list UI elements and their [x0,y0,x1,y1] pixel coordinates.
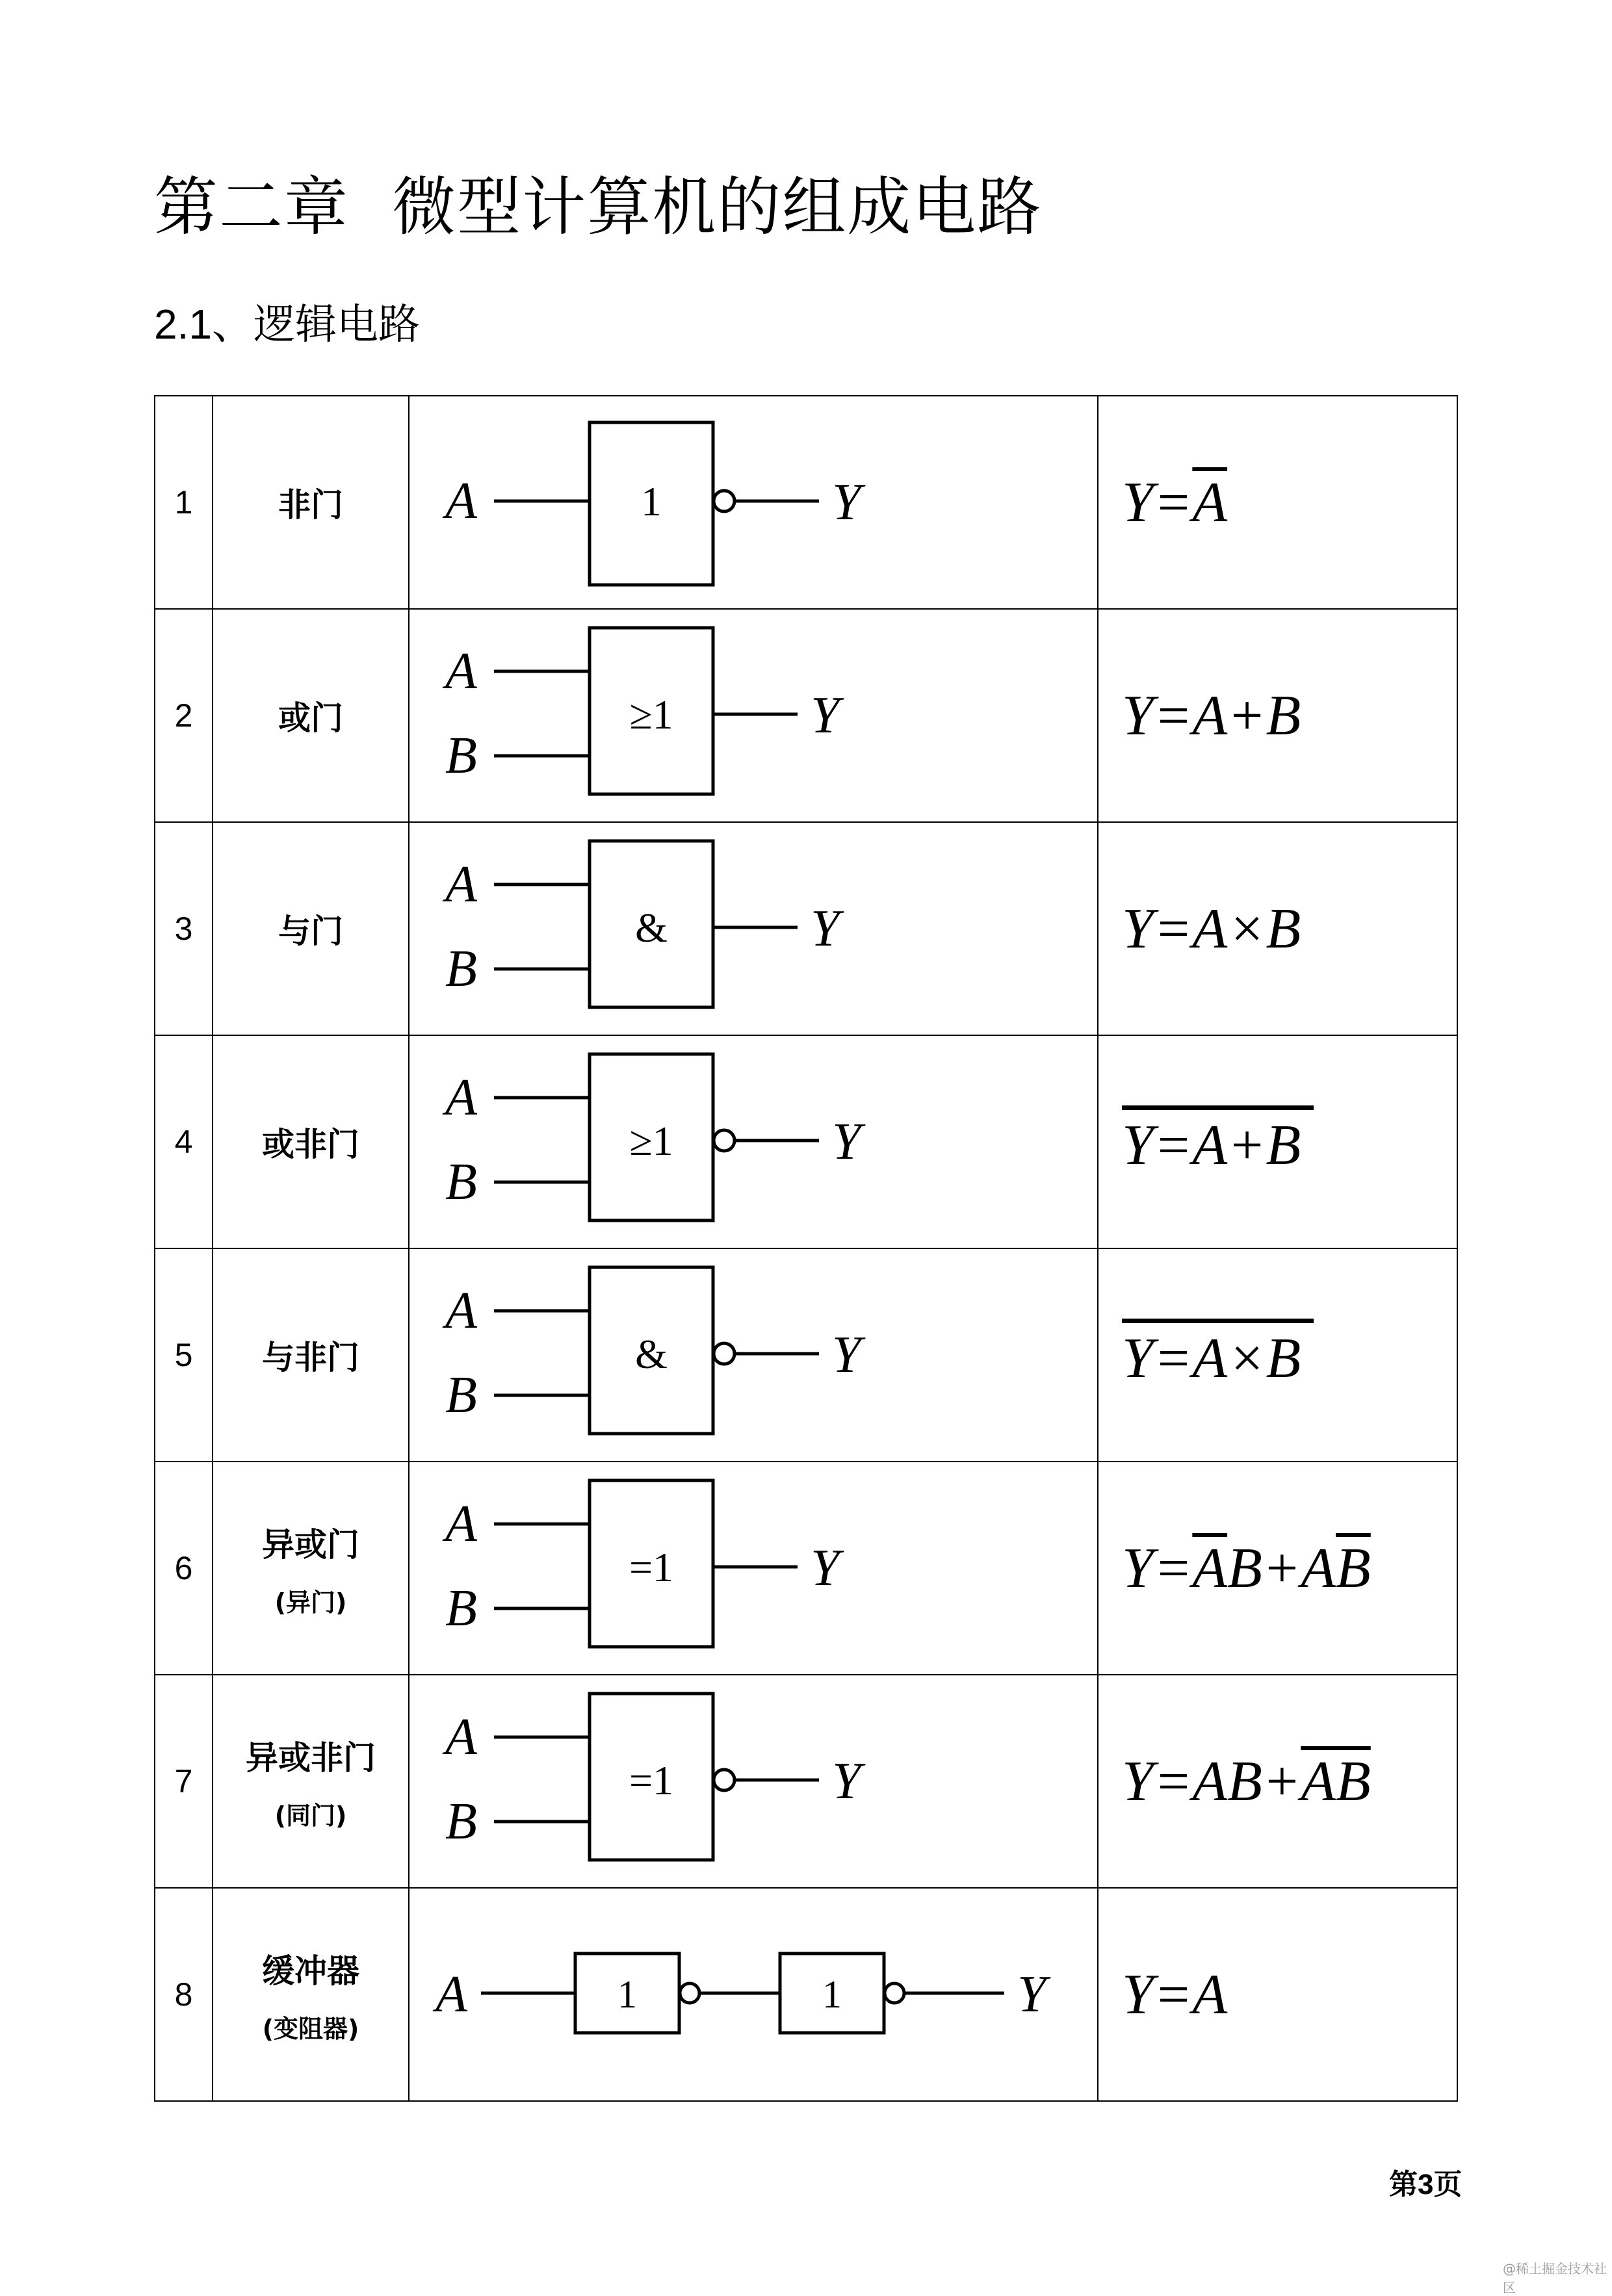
output-label: Y [832,1326,861,1384]
boolean-expression-cell [1098,1248,1457,1462]
input-label: A [445,472,477,530]
gate-symbol-diagram [410,823,1097,1032]
gate-diagram-cell [409,1888,1098,2101]
input-label: A [445,1709,477,1766]
negated-term: $\overline{A}$ [1192,1536,1228,1600]
row-number: 8 [155,1888,213,2101]
output-label: Y [811,900,840,957]
inverter-bubble [714,1343,734,1364]
gate-name: 异或非门 [246,1738,376,1777]
expression-term: Y= [1122,1536,1193,1600]
gate-name: 缓冲器 [262,1952,359,1990]
inverter-bubble [714,491,734,511]
input-label: A [445,1495,477,1553]
row-number: 3 [155,822,213,1035]
input-label: B [445,1580,477,1637]
input-label: A [445,1069,477,1126]
gate-symbol: 1 [618,1973,637,2016]
table-row [155,609,1457,822]
input-label: A [436,1966,467,2023]
boolean-expression [1122,1105,1314,1178]
row-number: 6 [155,1462,213,1675]
row-number: 4 [155,1035,213,1248]
input-label: B [445,940,477,998]
gate-name: 异或门 [262,1525,359,1564]
gate-name-cell [213,1675,409,1888]
input-label: B [445,1367,477,1424]
gate-symbol-diagram [410,1889,1097,2098]
input-label: B [445,1154,477,1211]
boolean-expression [1122,471,1227,534]
gate-diagram-cell [409,1675,1098,1888]
table-row [155,1248,1457,1462]
row-number: 5 [155,1248,213,1462]
gate-symbol-diagram [410,610,1097,819]
gate-alt-name: (异门) [274,1588,347,1617]
gate-symbol: ≥1 [629,1118,673,1164]
chapter-title: 第二章 微型计算机的组成电路 [154,170,1043,244]
gate-name-cell [213,609,409,822]
gate-symbol: ≥1 [629,691,673,738]
watermark: @稀土掘金技术社区 [1503,2261,1607,2295]
gate-alt-name: (变阻器) [262,2014,359,2043]
page-number: 第3页 [1389,2169,1462,2200]
gate-symbol: & [635,905,668,951]
input-label: B [445,727,477,784]
gate-symbol: 1 [641,478,662,524]
gate-name-cell [213,1888,409,2101]
input-label: B [445,1793,477,1850]
expression-term: Y=A×B [1122,897,1301,961]
table-row [155,1675,1457,1888]
inverter-bubble [885,1983,904,2003]
boolean-expression [1122,897,1301,961]
gate-name: 与非门 [262,1339,359,1376]
gate-symbol-diagram [410,1036,1097,1245]
logic-gate-table [154,395,1458,2102]
row-number: 7 [155,1675,213,1888]
gate-diagram-cell [409,822,1098,1035]
gate-symbol: 1 [822,1973,842,2016]
boolean-expression [1122,1537,1371,1600]
expression-term: B+A [1227,1536,1336,1600]
expression-term: Y=A [1122,1963,1228,2026]
expression-term: Y= [1122,471,1193,534]
negated-term: $\overline{A}$ [1192,471,1228,534]
gate-symbol-diagram [410,1249,1097,1458]
gate-name-cell [213,1462,409,1675]
boolean-expression [1122,1963,1227,2026]
boolean-expression-cell [1098,822,1457,1035]
table-row [155,396,1457,609]
gate-diagram-cell [409,1248,1098,1462]
output-label: Y [832,1753,861,1810]
output-label: Y [832,1113,861,1170]
inverter-bubble [680,1983,699,2003]
gate-name: 或非门 [262,1126,359,1163]
section-title: 2.1、逻辑电路 [154,301,420,348]
inverter-bubble [714,1770,734,1790]
row-number: 2 [155,609,213,822]
gate-symbol: & [635,1331,668,1377]
gate-diagram-cell [409,1035,1098,1248]
gate-name: 非门 [278,486,343,524]
gate-symbol-diagram [410,396,1097,606]
boolean-expression-cell [1098,396,1457,609]
gate-diagram-cell [409,1462,1098,1675]
gate-alt-name: (同门) [274,1801,347,1830]
gate-name: 与门 [278,912,343,950]
gate-name-cell [213,1248,409,1462]
gate-name-cell [213,396,409,609]
expression-term: Y=A+B [1122,684,1301,747]
gate-name-cell [213,822,409,1035]
table-row [155,822,1457,1035]
table-row [155,1462,1457,1675]
inverter-bubble [714,1130,734,1151]
boolean-expression-cell [1098,1675,1457,1888]
gate-diagram-cell [409,609,1098,822]
boolean-expression [1122,1319,1314,1391]
gate-symbol: =1 [629,1544,674,1590]
negated-term: $\overline{AB}$ [1301,1749,1371,1813]
input-label: A [445,643,477,700]
table-row [155,1035,1457,1248]
boolean-expression-cell [1098,1462,1457,1675]
negated-term: $\overline{B}$ [1335,1536,1371,1600]
gate-symbol: =1 [629,1757,674,1803]
boolean-expression-cell [1098,1035,1457,1248]
output-label: Y [811,687,840,744]
expression-term: Y=A+B [1122,1114,1301,1177]
expression-term: Y=A×B [1122,1327,1301,1390]
boolean-expression [1122,684,1301,747]
expression-term: Y=AB+ [1122,1749,1301,1813]
input-label: A [445,856,477,913]
gate-diagram-cell [409,396,1098,609]
gate-name: 或门 [278,699,343,737]
gate-name-cell [213,1035,409,1248]
boolean-expression-cell [1098,609,1457,822]
input-label: A [445,1282,477,1339]
output-label: Y [1017,1966,1046,2023]
gate-symbol-diagram [410,1675,1097,1885]
row-number: 1 [155,396,213,609]
output-label: Y [811,1540,840,1597]
table-row [155,1888,1457,2101]
boolean-expression-cell [1098,1888,1457,2101]
output-label: Y [832,474,861,531]
boolean-expression [1122,1750,1371,1813]
gate-symbol-diagram [410,1462,1097,1671]
